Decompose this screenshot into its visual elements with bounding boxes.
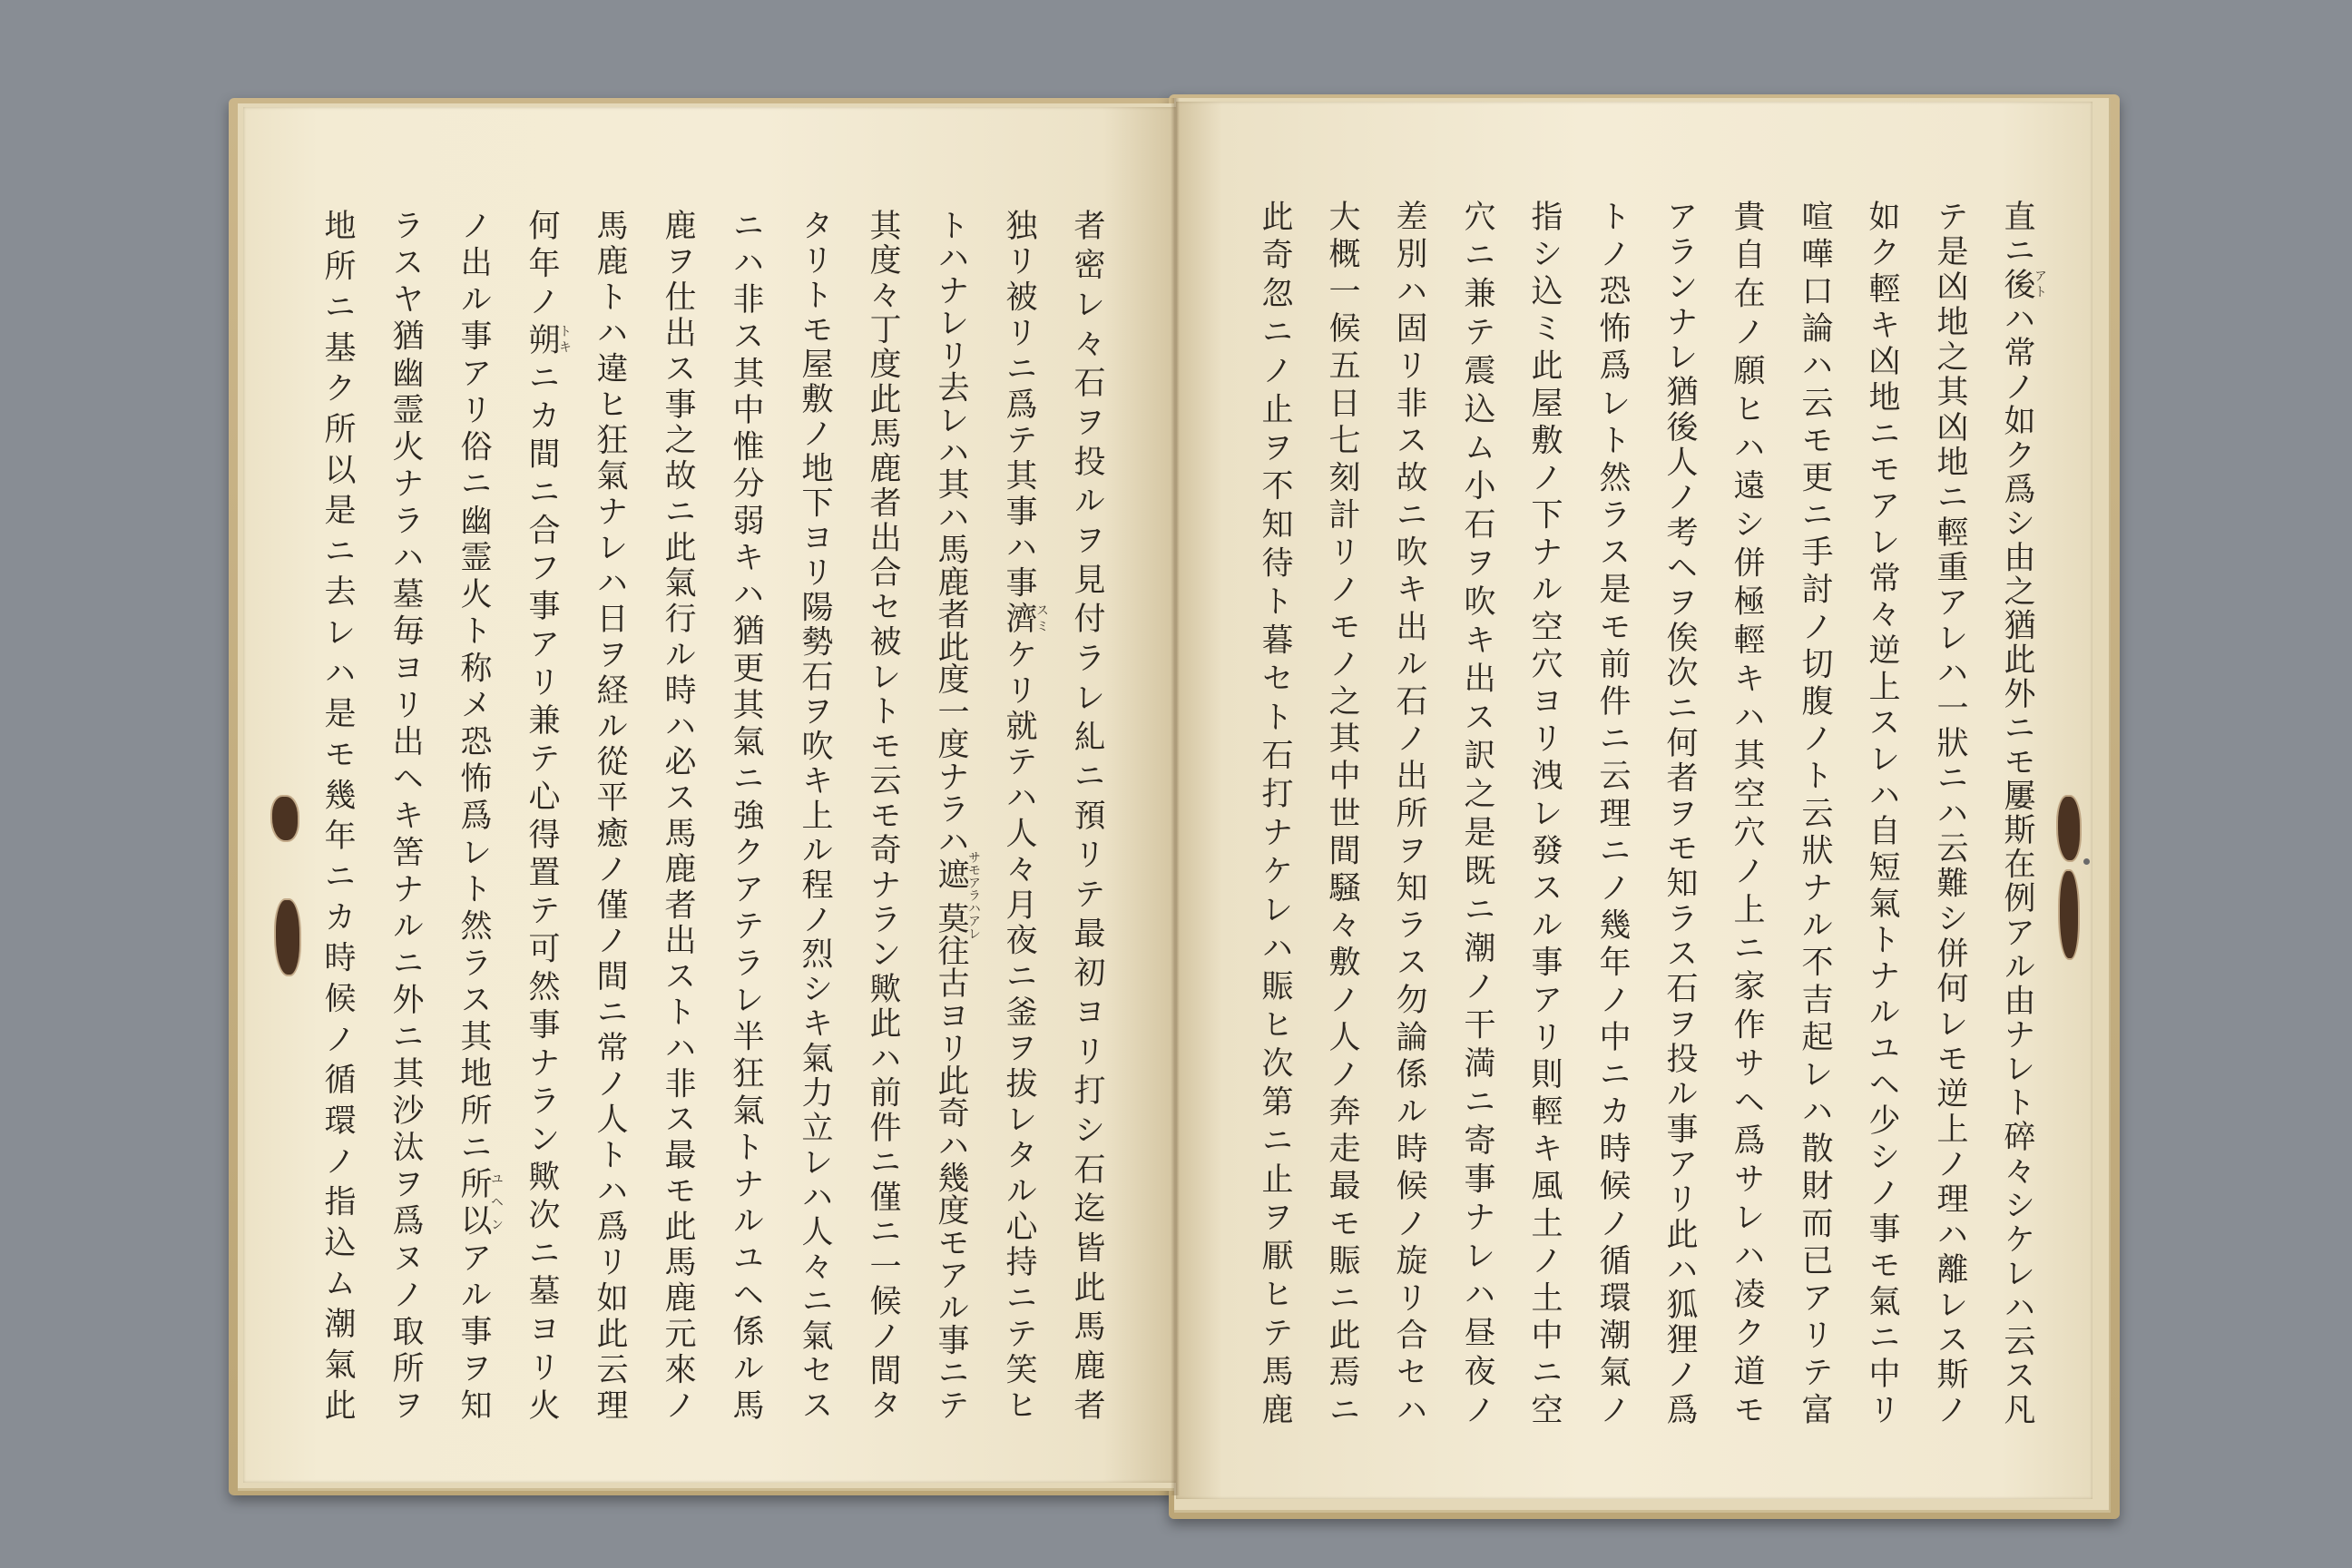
left-page-column-3: トハナレリ去レハ其ハ馬鹿者此度一度ナラハ遮莫サモアラハアレ往古ヨリ此奇ハ幾度モアル事ニテ bbox=[933, 209, 981, 1421]
left-page-column-8: 馬鹿トハ違ヒ狂氣ナレハ日ヲ経ル從平癒ノ僅ノ間ニ常ノ人トハ爲リ如此云理 bbox=[592, 209, 628, 1420]
left-page-column-1: 者密レ々石ヲ投ルヲ見付ラレ糺ニ預リテ最初ヨリ打シ石迄皆此馬鹿者 bbox=[1069, 209, 1105, 1420]
right-page-column-8: 指シ込ミ此屋敷ノ下ナル空穴ヨリ洩レ發スル事アリ則輕キ風土ノ土中ニ空 bbox=[1526, 200, 1563, 1425]
right-page-column-11: 大概一候五日七刻計リノモノ之其中世間騒々敷ノ人ノ奔走最モ賑ニ此焉ニ bbox=[1324, 200, 1360, 1425]
ruby-base: 朔トキ bbox=[524, 322, 572, 361]
binding-hole-upper-left bbox=[272, 797, 298, 840]
right-page-column-5: 貴自在ノ願ヒハ遠シ併極輕キハ其空穴ノ上ニ家作サヘ爲サレハ凌ク道モ bbox=[1729, 200, 1765, 1425]
ruby-reading: スミ bbox=[1034, 602, 1049, 634]
right-page-column-4: 喧嘩口論ハ云モ更ニ手討ノ切腹ノト云狀ナル不吉起レハ散財而已アリテ富 bbox=[1797, 200, 1833, 1425]
right-page-column-9: 穴ニ兼テ震込ム小石ヲ吹キ出ス訳之是既ニ潮ノ干満ニ寄事ナレハ昼夜ノ bbox=[1459, 200, 1495, 1425]
ruby-base: 所以ユヘン bbox=[456, 1167, 504, 1241]
right-page-column-10: 差別ハ固リ非ス故ニ吹キ出ル石ノ出所ヲ知ラス勿論係ル時候ノ旋リ合セハ bbox=[1391, 200, 1427, 1425]
ruby-reading: トキ bbox=[557, 322, 572, 355]
right-page-column-7: トノ恐怖爲レト然ラス是モ前件ニ云理ニノ幾年ノ中ニカ時候ノ循環潮氣ノ bbox=[1594, 200, 1631, 1425]
left-page-column-12: 地所ニ基ク所以是ニ去レハ是モ幾年ニカ時候ノ循環ノ指込ム潮氣此 bbox=[319, 209, 356, 1420]
left-page-column-9: 何年ノ朔トキニカ間ニ合フ事アリ兼テ心得置テ可然事ナラン歟次ニ墓ヨリ火 bbox=[524, 209, 572, 1421]
ruby-reading: サモアラハアレ bbox=[966, 850, 981, 940]
left-page-column-2: 独リ被リニ爲テ其事ハ事濟スミケリ就テハ人々月夜ニ釜ヲ拔レタル心持ニテ笑ヒ bbox=[1001, 209, 1049, 1421]
ruby-reading: アト bbox=[2033, 268, 2047, 300]
ruby-reading: ユヘン bbox=[489, 1167, 504, 1236]
binding-hole-lower-left bbox=[276, 900, 299, 975]
book-spine-gutter bbox=[1171, 98, 1180, 1495]
left-page-column-4: 其度々丁度此馬鹿者出合セ被レトモ云モ奇ナラン歟此ハ前件ニ僅ニ一候ノ間タ bbox=[865, 209, 901, 1420]
binding-hole-upper-right bbox=[2058, 797, 2080, 860]
right-page-column-1: 直ニ後アトハ常ノ如ク爲シ由之猶此外ニモ屢斯在例アル由ナレト碎々シケレハ云ス凡 bbox=[1999, 200, 2047, 1426]
binding-hole-lower-right bbox=[2060, 871, 2078, 958]
ruby-base: 遮莫サモアラハアレ bbox=[933, 850, 981, 940]
left-page-column-6: ニハ非ス其中惟分弱キハ猶更其氣ニ強クアテラレ半狂氣トナルユヘ係ル馬 bbox=[728, 209, 764, 1420]
page-edge-mark bbox=[2083, 858, 2090, 865]
right-page-column-2: テ是凶地之其凶地ニ輕重アレハ一狀ニハ云難シ併何レモ逆上ノ理ハ離レス斯ノ bbox=[1932, 200, 1968, 1425]
ruby-base: 後アト bbox=[1999, 268, 2047, 302]
right-page-column-12: 此奇忽ニノ止ヲ不知待ト暮セト石打ナケレハ賑ヒ次第ニ止ヲ厭ヒテ馬鹿 bbox=[1257, 200, 1293, 1425]
ruby-base: 濟スミ bbox=[1001, 602, 1049, 638]
right-page-column-6: アランナレ猶後人ノ考ヘヲ俟次ニ何者ヲモ知ラス石ヲ投ル事アリ此ハ狐狸ノ爲 bbox=[1661, 200, 1698, 1425]
left-page-column-11: ラスヤ猶幽霊火ナラハ墓毎ヨリ出ヘキ筈ナルニ外ニ其沙汰ヲ爲ヌノ取所ヲ bbox=[387, 209, 424, 1420]
right-page-column-3: 如ク輕キ凶地ニモアレ常々逆上スレハ自短氣トナルユヘ少シノ事モ氣ニ中リ bbox=[1864, 200, 1900, 1426]
left-page-column-7: 鹿ヲ仕出ス事之故ニ此氣行ル時ハ必ス馬鹿者出ストハ非ス最モ此馬鹿元來ノ bbox=[660, 209, 696, 1420]
left-page-column-5: タリトモ屋敷ノ地下ヨリ陽勢石ヲ吹キ上ル程ノ烈シキ氣力立レハ人々ニ氣セス bbox=[797, 209, 833, 1420]
left-page bbox=[243, 107, 1178, 1483]
right-page bbox=[1176, 102, 2092, 1499]
left-page-column-10: ノ出ル事アリ俗ニ幽霊火ト称メ恐怖爲レト然ラス其地所ニ所以ユヘンアル事ヲ知 bbox=[456, 209, 504, 1420]
